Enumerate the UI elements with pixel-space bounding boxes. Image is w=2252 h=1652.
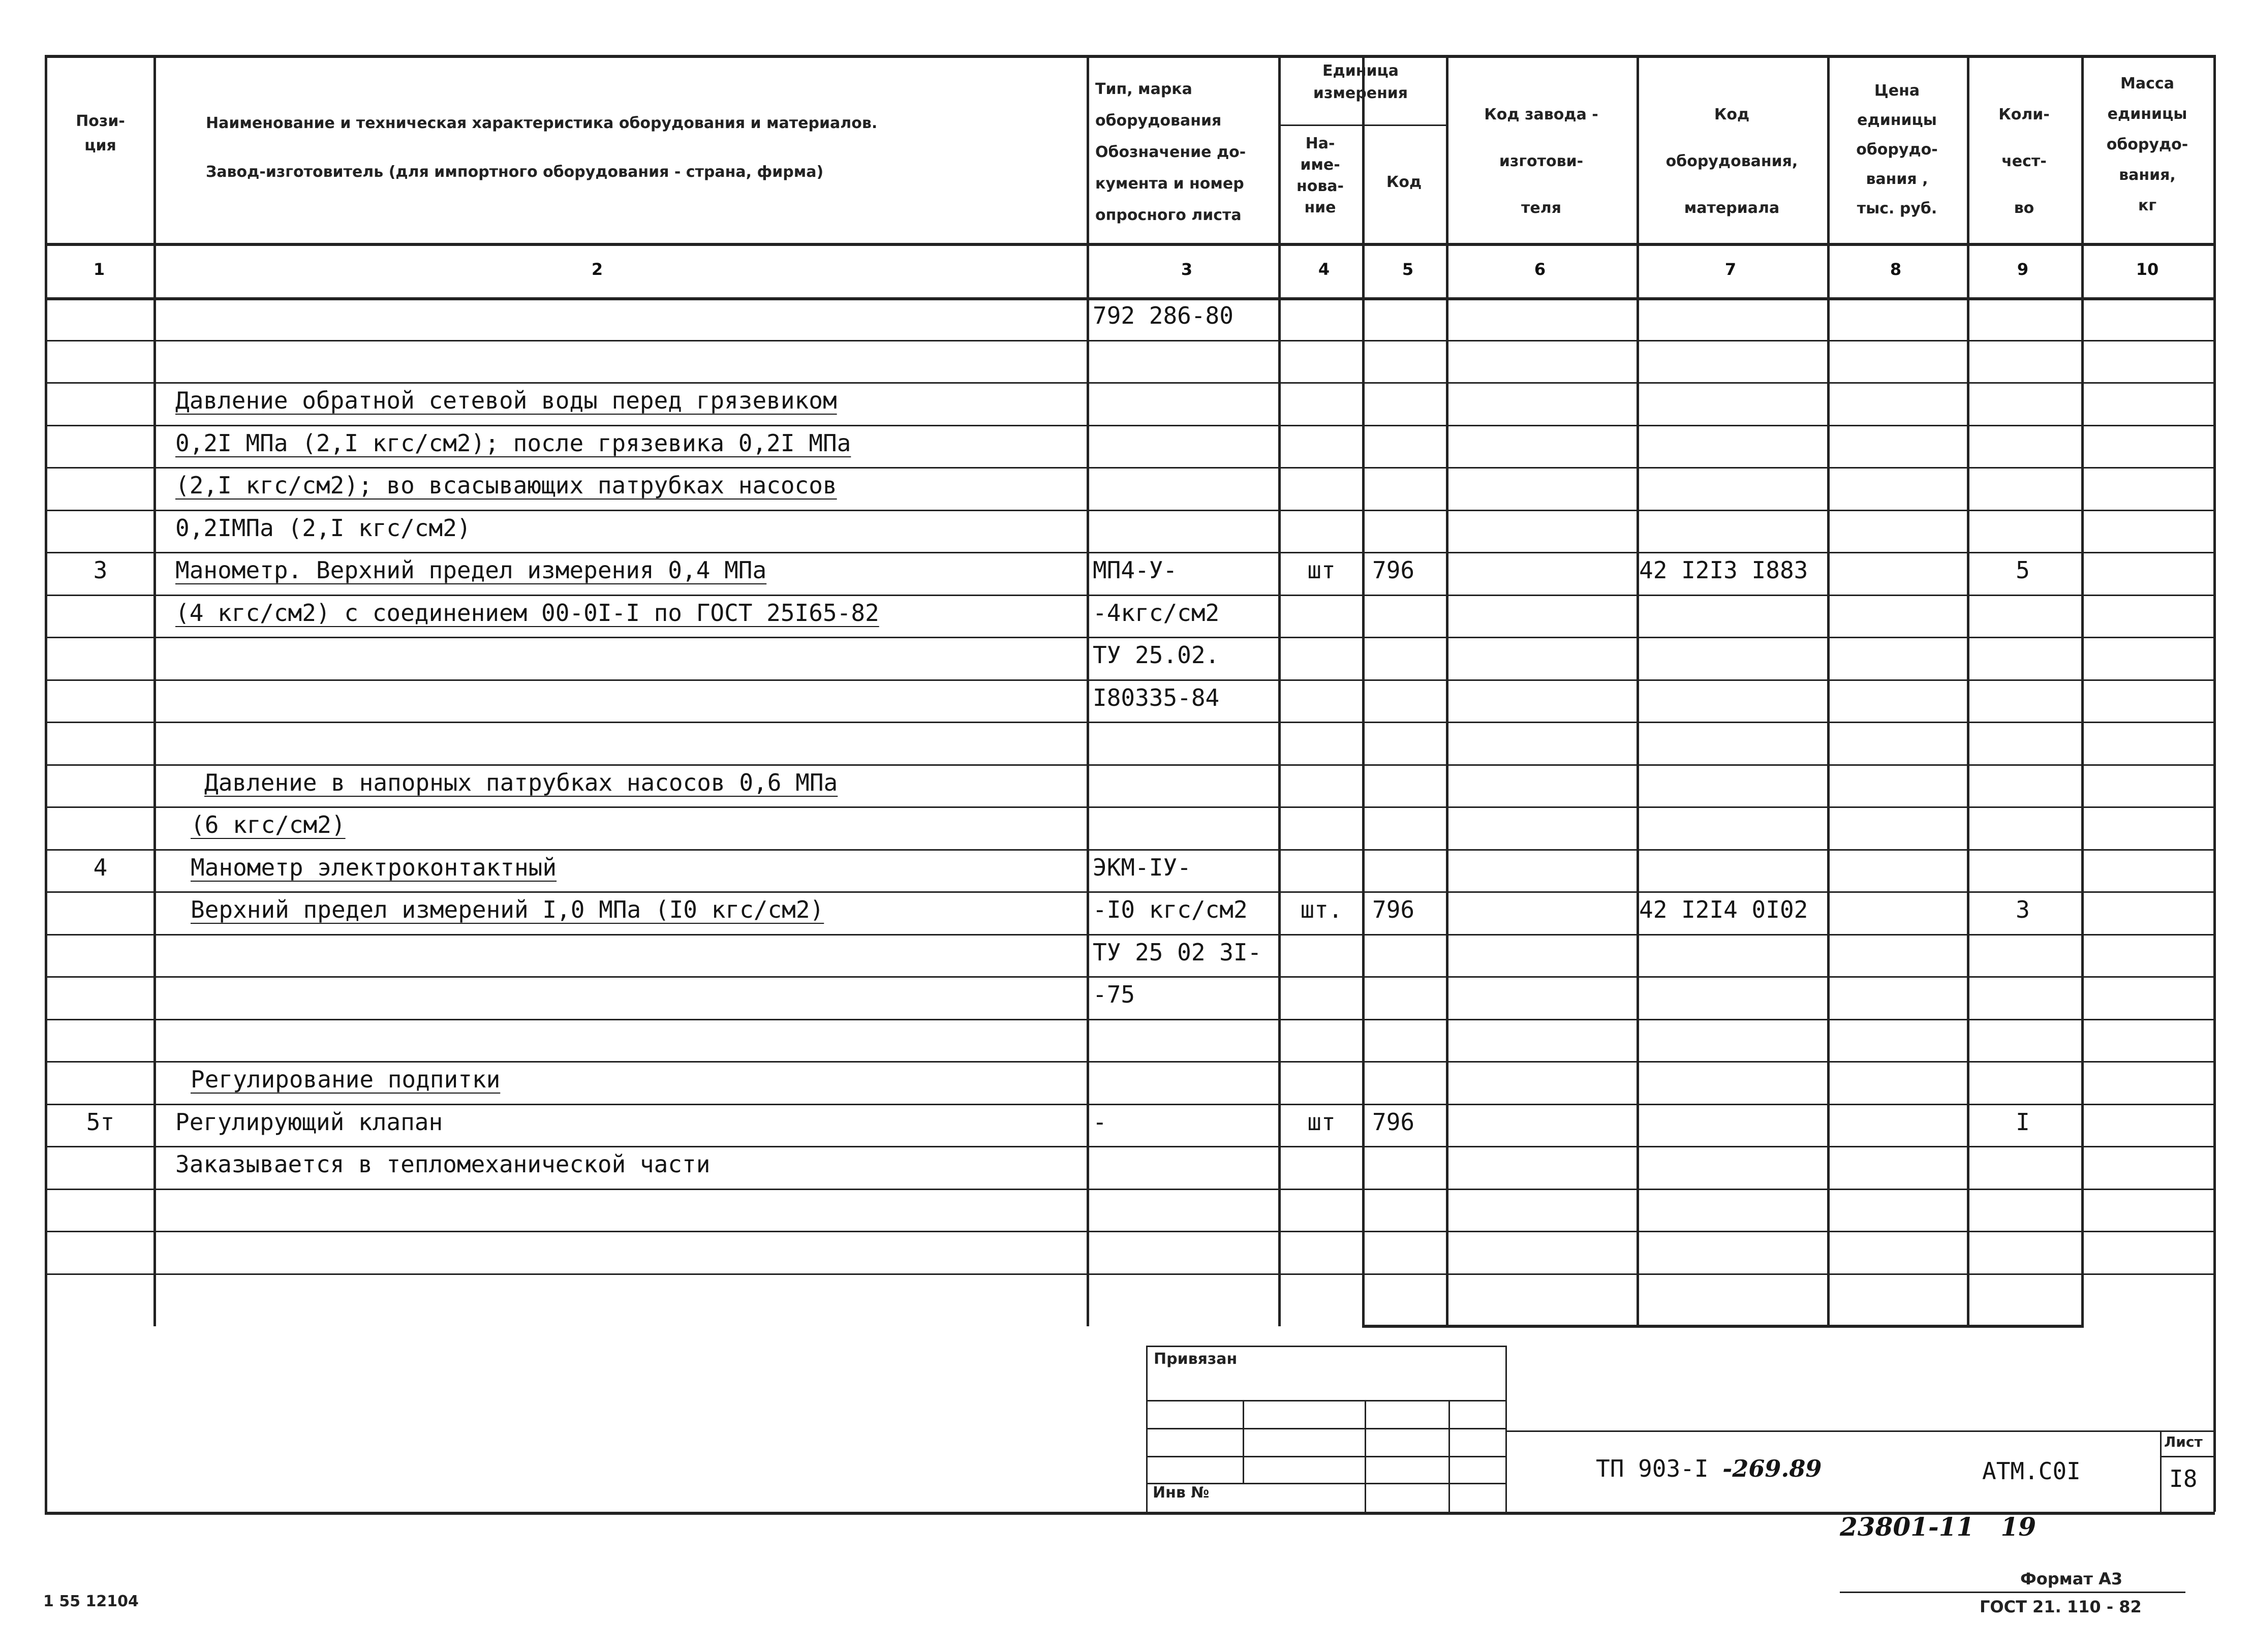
stamp-column <box>1448 1400 1450 1512</box>
stamp-top <box>1146 1346 1507 1347</box>
row-quantity: 3 <box>2016 896 2030 923</box>
stamp-border <box>1146 1346 1148 1512</box>
row-divider <box>45 934 2215 936</box>
column-divider <box>1967 55 1969 1326</box>
stamp-line <box>1146 1400 1507 1401</box>
header-col-name: Наименование и техническая характеристика оборудования и материалов. Завод-изготовитель (для импортного оборудования - страна, фирма) <box>206 114 878 181</box>
column-number: 6 <box>1534 260 1546 279</box>
row-type: - <box>1093 1108 1107 1136</box>
column-divider <box>1827 55 1830 1326</box>
stamp-column <box>1365 1400 1366 1512</box>
document-code: ТП 903-I -269.89 <box>1596 1455 1822 1482</box>
sheet-divider <box>2160 1456 2213 1457</box>
row-unit-name: шт <box>1307 1108 1336 1136</box>
row-divider <box>45 467 2215 469</box>
header-col-position: Пози- ция <box>76 112 125 154</box>
document-mark: АТМ.С0I <box>1982 1457 2081 1485</box>
row-unit-name: шт <box>1307 556 1336 584</box>
column-number: 1 <box>93 260 105 279</box>
column-divider <box>1087 55 1089 1326</box>
row-divider <box>45 382 2215 384</box>
row-name: 0,2IМПа (2,I кгс/см2) <box>175 514 471 542</box>
row-divider <box>45 1104 2215 1105</box>
row-name: (2,I кгс/см2); во всасывающих патрубках насосов <box>175 472 837 499</box>
row-divider <box>45 849 2215 851</box>
row-name: Верхний предел измерений I,0 МПа (I0 кгс/см2) <box>191 896 824 923</box>
sheet-label: Лист <box>2164 1433 2203 1450</box>
row-divider <box>45 806 2215 808</box>
body-block-bottom <box>1362 1325 2084 1328</box>
column-number: 9 <box>2017 260 2029 279</box>
header-col-unit-code: Код <box>1386 173 1422 191</box>
row-name: Заказывается в тепломеханической части <box>175 1150 711 1178</box>
column-number: 4 <box>1318 260 1330 279</box>
row-type: 792 286-80 <box>1093 302 1233 329</box>
column-number: 5 <box>1402 260 1414 279</box>
row-unit-name: шт. <box>1300 896 1343 923</box>
row-divider <box>45 764 2215 766</box>
header-divider <box>45 243 2215 246</box>
attached-label: Привязан <box>1154 1350 1238 1368</box>
row-type: ТУ 25.02. <box>1093 641 1220 669</box>
row-type: ЭКМ-IУ- <box>1093 853 1191 881</box>
row-divider <box>45 637 2215 638</box>
row-name: 0,2I МПа (2,I кгс/см2); после грязевика 0,2I МПа <box>175 429 851 457</box>
row-name: Давление обратной сетевой воды перед грязевиком <box>175 387 837 414</box>
format-label: Формат А3 <box>2020 1569 2123 1588</box>
row-name: Регулирующий клапан <box>175 1108 443 1136</box>
stamp-border <box>1505 1346 1507 1512</box>
column-divider <box>1637 55 1639 1326</box>
column-divider <box>1446 55 1448 1326</box>
header-col-type: Тип, марка оборудования Обозначение до- кумента и номер опросного листа <box>1095 80 1246 224</box>
row-name: Манометр электроконтактный <box>191 853 557 881</box>
row-divider <box>45 1146 2215 1147</box>
column-divider <box>153 55 156 1326</box>
header-col-equipment-code: Код оборудования, материала <box>1665 106 1798 217</box>
row-unit-code: 796 <box>1372 1108 1415 1136</box>
column-number: 2 <box>591 260 603 279</box>
row-position: 3 <box>93 556 108 584</box>
row-type: ТУ 25 02 3I- <box>1093 938 1262 966</box>
column-divider <box>1362 55 1365 1326</box>
header-col-unit: Единица измерения <box>1313 62 1408 102</box>
row-divider <box>45 552 2215 553</box>
inventory-label: Инв № <box>1153 1484 1210 1502</box>
column-divider <box>1278 55 1281 1326</box>
column-divider <box>2081 55 2084 1326</box>
row-divider <box>45 722 2215 723</box>
header-col-quantity: Коли- чест- во <box>1998 106 2050 217</box>
stamp-line <box>1146 1456 1507 1457</box>
sheet-column <box>2160 1430 2162 1512</box>
row-type: -4кгс/см2 <box>1093 599 1220 627</box>
row-divider <box>45 595 2215 596</box>
row-divider <box>45 1019 2215 1020</box>
row-position: 4 <box>93 853 108 881</box>
sheet-number: I8 <box>2169 1465 2198 1492</box>
gost-label: ГОСТ 21. 110 - 82 <box>1980 1597 2142 1616</box>
title-block-top <box>1505 1430 2213 1432</box>
row-name: (4 кгс/см2) с соединением 00-0I-I по ГОСТ 25I65-82 <box>175 599 879 627</box>
column-number: 3 <box>1181 260 1193 279</box>
column-number: 8 <box>1890 260 1902 279</box>
column-number: 7 <box>1724 260 1737 279</box>
row-divider <box>45 1273 2215 1275</box>
row-position: 5т <box>86 1108 115 1136</box>
stamp-column <box>1243 1400 1244 1483</box>
row-divider <box>45 976 2215 978</box>
column-divider <box>45 55 47 1512</box>
column-divider <box>2213 55 2216 1512</box>
header-col-unit-name: На- име- нова- ние <box>1296 135 1344 216</box>
row-quantity: I <box>2016 1108 2030 1136</box>
row-divider <box>45 1231 2215 1232</box>
row-divider <box>45 510 2215 511</box>
row-quantity: 5 <box>2016 556 2030 584</box>
table-top-border <box>45 55 2215 58</box>
row-name: (6 кгс/см2) <box>191 811 346 838</box>
row-name: Регулирование подпитки <box>191 1066 501 1093</box>
row-divider <box>45 425 2215 426</box>
row-unit-code: 796 <box>1372 556 1415 584</box>
column-number: 10 <box>2136 260 2159 279</box>
row-divider <box>45 1061 2215 1063</box>
column-number-divider <box>45 297 2215 300</box>
row-type: I80335-84 <box>1093 683 1220 711</box>
row-equipment-code: 42 I2I3 I883 <box>1639 556 1808 584</box>
row-equipment-code: 42 I2I4 0I02 <box>1639 896 1808 923</box>
row-divider <box>45 891 2215 893</box>
format-underline <box>1840 1592 2185 1593</box>
row-type: -I0 кгс/см2 <box>1093 896 1248 923</box>
archive-number: 23801-11 19 <box>1840 1512 2037 1542</box>
row-name: Манометр. Верхний предел измерения 0,4 МПа <box>175 556 767 584</box>
row-name: Давление в напорных патрубках насосов 0,6 МПа <box>204 768 838 796</box>
row-divider <box>45 340 2215 341</box>
header-col-price: Цена единицы оборудо- вания , тыс. руб. <box>1856 82 1938 217</box>
header-col-mass: Масса единицы оборудо- вания, кг <box>2106 75 2188 214</box>
row-type: -75 <box>1093 981 1135 1008</box>
header-col-factory-code: Код завода - изготови- теля <box>1484 106 1598 217</box>
row-unit-code: 796 <box>1372 896 1415 923</box>
form-code: 1 55 12104 <box>43 1593 139 1610</box>
row-divider <box>45 679 2215 681</box>
stamp-line <box>1146 1428 1507 1429</box>
row-divider <box>45 1189 2215 1190</box>
row-type: МП4-У- <box>1093 556 1178 584</box>
